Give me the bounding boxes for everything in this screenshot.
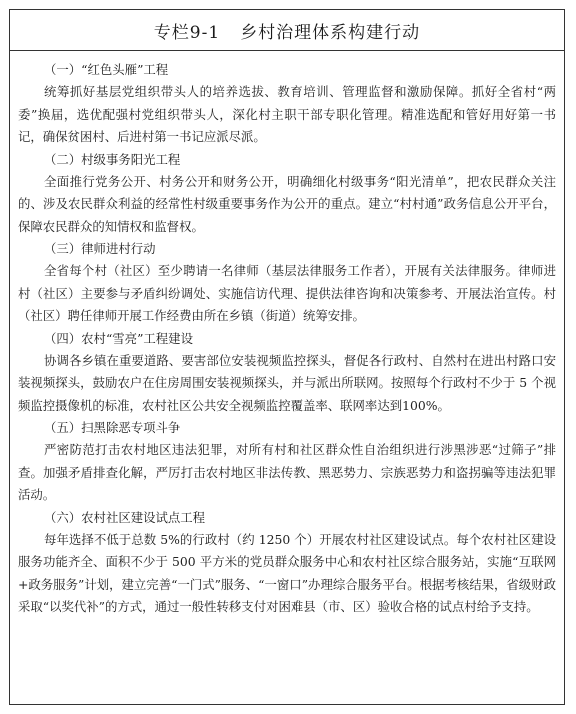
- section-heading: （三）律师进村行动: [44, 241, 156, 256]
- column-title-bar: [10, 10, 564, 51]
- section-heading: （六）农村社区建设试点工程: [44, 509, 206, 525]
- section-community-pilot: [18, 507, 556, 619]
- section-body: 全省每个村（社区）至少聘请一名律师（基层法律服务工作者），开展有关法律服务。律师进村（社区）主要参与矛盾纠纷调处、实施信访代理、提供法律咨询和决策参考、开展法治宣传。村（社区）聘任律师开展工作经费由所在乡镇（街道）统筹安排。: [18, 263, 556, 323]
- column-box: [9, 9, 565, 705]
- section-body: 严密防范打击农村地区违法犯罪，对所有村和社区群众性自治组织进行涉黑涉恶“过筛子”排查。加强矛盾排查化解，严厉打击农村地区非法传教、黑恶势力、宗族恶势力和盗拐骗等违法犯罪活动。: [18, 442, 556, 502]
- section-body: 统筹抓好基层党组织带头人的培养选拔、教育培训、管理监督和激励保障。抓好全省村“两委”换届，选优配强村党组织带头人，深化村主职干部专职化管理。精准选配和管好用好第一书记，确保贫困村、后进村第一书记应派尽派。: [18, 84, 556, 144]
- section-heading: （五）扫黑除恶专项斗争: [44, 420, 181, 435]
- column-content: [10, 51, 564, 619]
- section-anti-crime: [18, 417, 556, 507]
- section-red-leader: [18, 59, 556, 149]
- section-heading: （一）“红色头雁”工程: [44, 62, 169, 77]
- section-body: 协调各乡镇在重要道路、要害部位安装视频监控探头，督促各行政村、自然村在进出村路口安装视频探头，鼓励农户在住房周围安装视频探头，并与派出所联网。按照每个行政村不少于 5 个视频监控摄像机的标准，农村社区公共安全视频监控覆盖率、联网率达到100%。: [18, 352, 556, 413]
- section-body: 每年选择不低于总数 5%的行政村（约 1250 个）开展农村社区建设试点。每个农村社区建设服务功能齐全、面积不少于 500 平方米的党员群众服务中心和农村社区综合服务站，实施“互联网+政务服务”计划，建立完善“一门式”服务、“一窗口”办理综合服务平台。根据考核结果，省级财政采取“以奖代补”的方式，通过一般性转移支付对困难县（市、区）验收合格的试点村给予支持。: [18, 531, 556, 614]
- section-heading: （四）农村“雪亮”工程建设: [44, 330, 193, 346]
- section-body: 全面推行党务公开、村务公开和财务公开，明确细化村级事务“阳光清单”，把农民群众关注的、涉及农民群众利益的经常性村级重要事务作为公开的重点。建立“村村通”政务信息公开平台，保障农民群众的知情权和监督权。: [18, 173, 556, 234]
- section-xueliang-project: [18, 328, 556, 418]
- section-sunshine-affairs: [18, 149, 556, 239]
- column-number: 专栏9-1: [153, 22, 221, 43]
- column-title: [154, 18, 420, 43]
- column-title-text: 乡村治理体系构建行动: [240, 22, 421, 43]
- section-heading: （二）村级事务阳光工程: [44, 151, 181, 167]
- section-lawyer-in-village: [18, 238, 556, 328]
